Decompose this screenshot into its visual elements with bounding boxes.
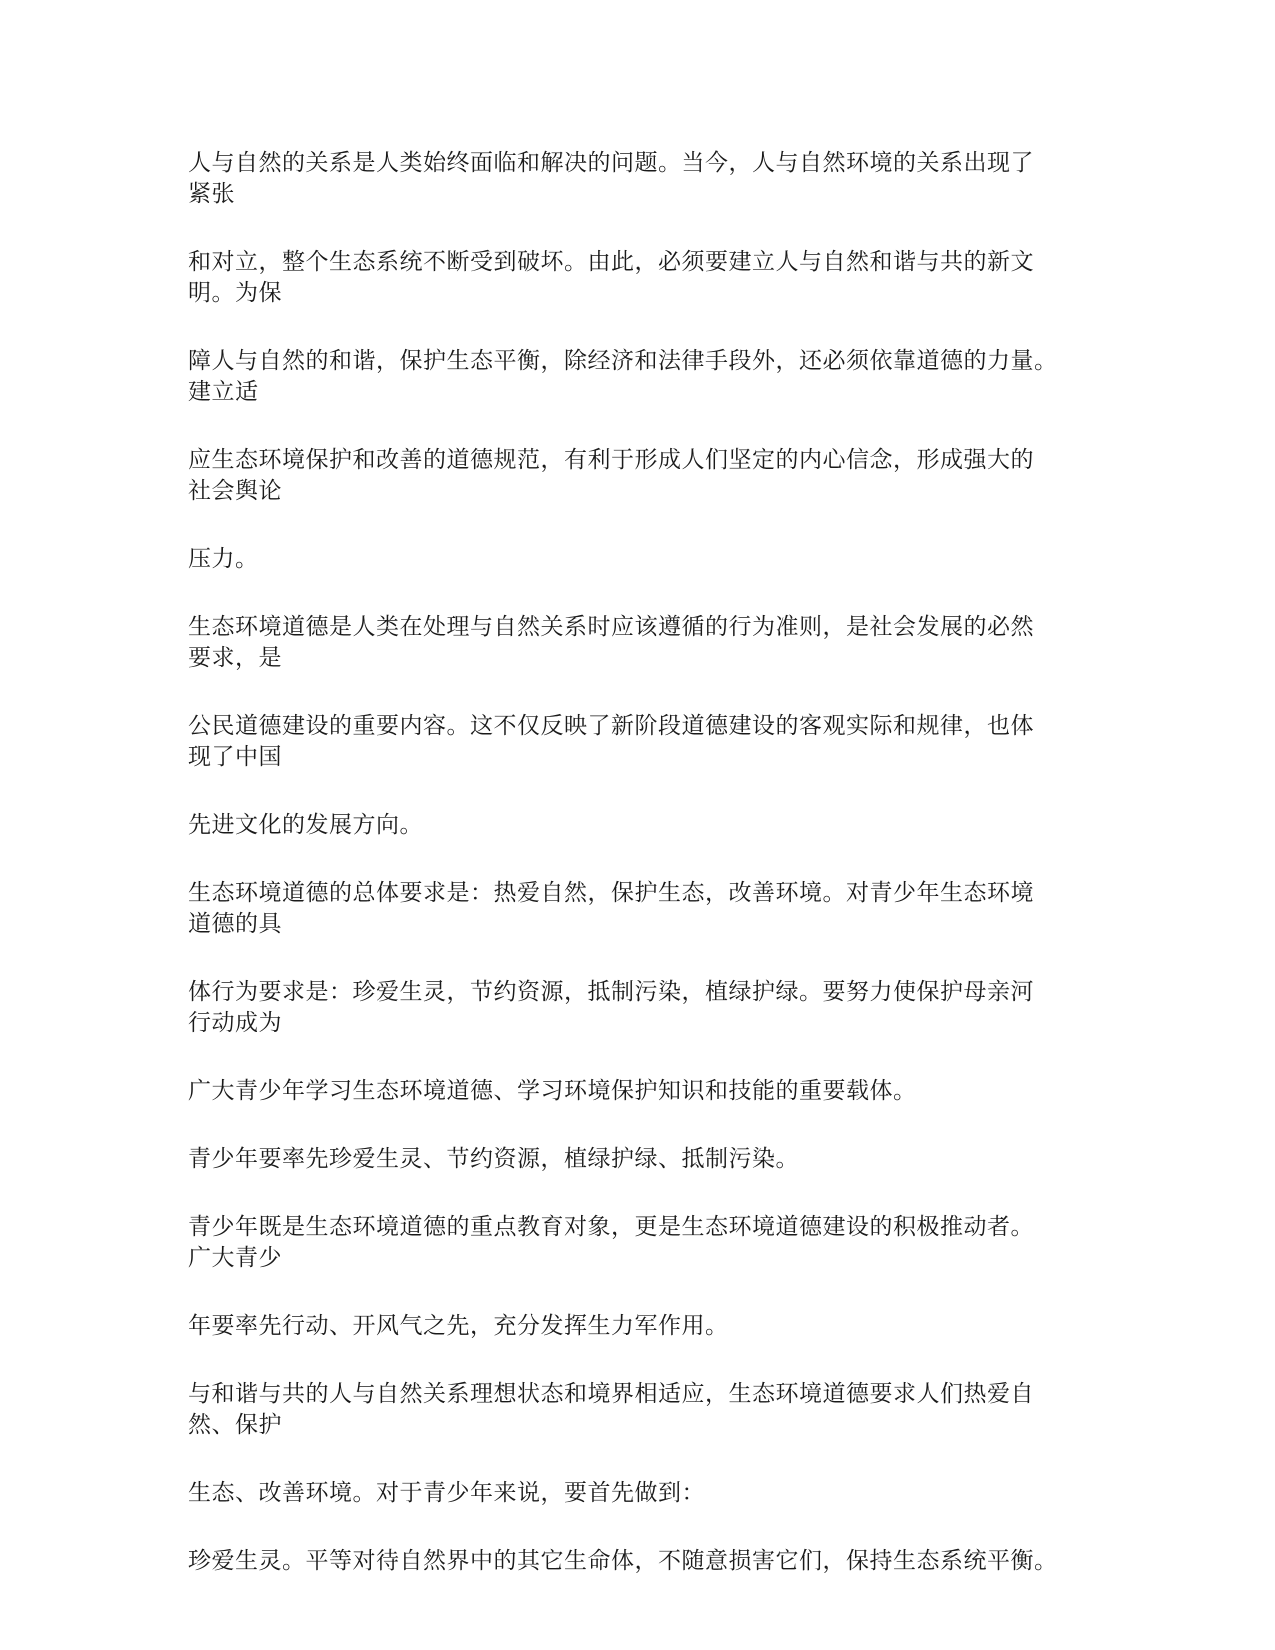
paragraph: 体行为要求是：珍爱生灵，节约资源，抵制污染，植绿护绿。要努力使保护母亲河 行动成为 (188, 979, 1034, 1036)
paragraph: 障人与自然的和谐，保护生态平衡，除经济和法律手段外，还必须依靠道德的力量。 建立适 (188, 348, 1058, 405)
paragraph: 生态环境道德的总体要求是：热爱自然，保护生态，改善环境。对青少年生态环境 道德的具 (188, 880, 1034, 937)
paragraph: 压力。 (188, 546, 259, 572)
paragraph: 广大青少年学习生态环境道德、学习环境保护知识和技能的重要载体。 (188, 1078, 917, 1104)
paragraph: 公民道德建设的重要内容。这不仅反映了新阶段道德建设的客观实际和规律，也体 现了中国 (188, 713, 1034, 770)
paragraph: 人与自然的关系是人类始终面临和解决的问题。当今，人与自然环境的关系出现了 紧张 (188, 150, 1034, 207)
paragraph: 珍爱生灵。平等对待自然界中的其它生命体，不随意损害它们，保持生态系统平衡。 (188, 1548, 1058, 1574)
paragraph: 青少年要率先珍爱生灵、节约资源，植绿护绿、抵制污染。 (188, 1146, 799, 1172)
paragraph: 青少年既是生态环境道德的重点教育对象，更是生态环境道德建设的积极推动者。 广大青少 (188, 1214, 1034, 1271)
paragraph: 生态、改善环境。对于青少年来说，要首先做到： (188, 1480, 705, 1506)
paragraph: 应生态环境保护和改善的道德规范，有利于形成人们坚定的内心信念，形成强大的 社会舆论 (188, 447, 1034, 504)
paragraph: 与和谐与共的人与自然关系理想状态和境界相适应，生态环境道德要求人们热爱自 然、保护 (188, 1381, 1034, 1438)
paragraph: 先进文化的发展方向。 (188, 812, 423, 838)
paragraph: 和对立，整个生态系统不断受到破坏。由此，必须要建立人与自然和谐与共的新文 明。为保 (188, 249, 1034, 306)
paragraph: 年要率先行动、开风气之先，充分发挥生力军作用。 (188, 1313, 729, 1339)
document-body (188, 148, 1093, 1614)
paragraph: 生态环境道德是人类在处理与自然关系时应该遵循的行为准则，是社会发展的必然 要求，是 (188, 614, 1034, 671)
